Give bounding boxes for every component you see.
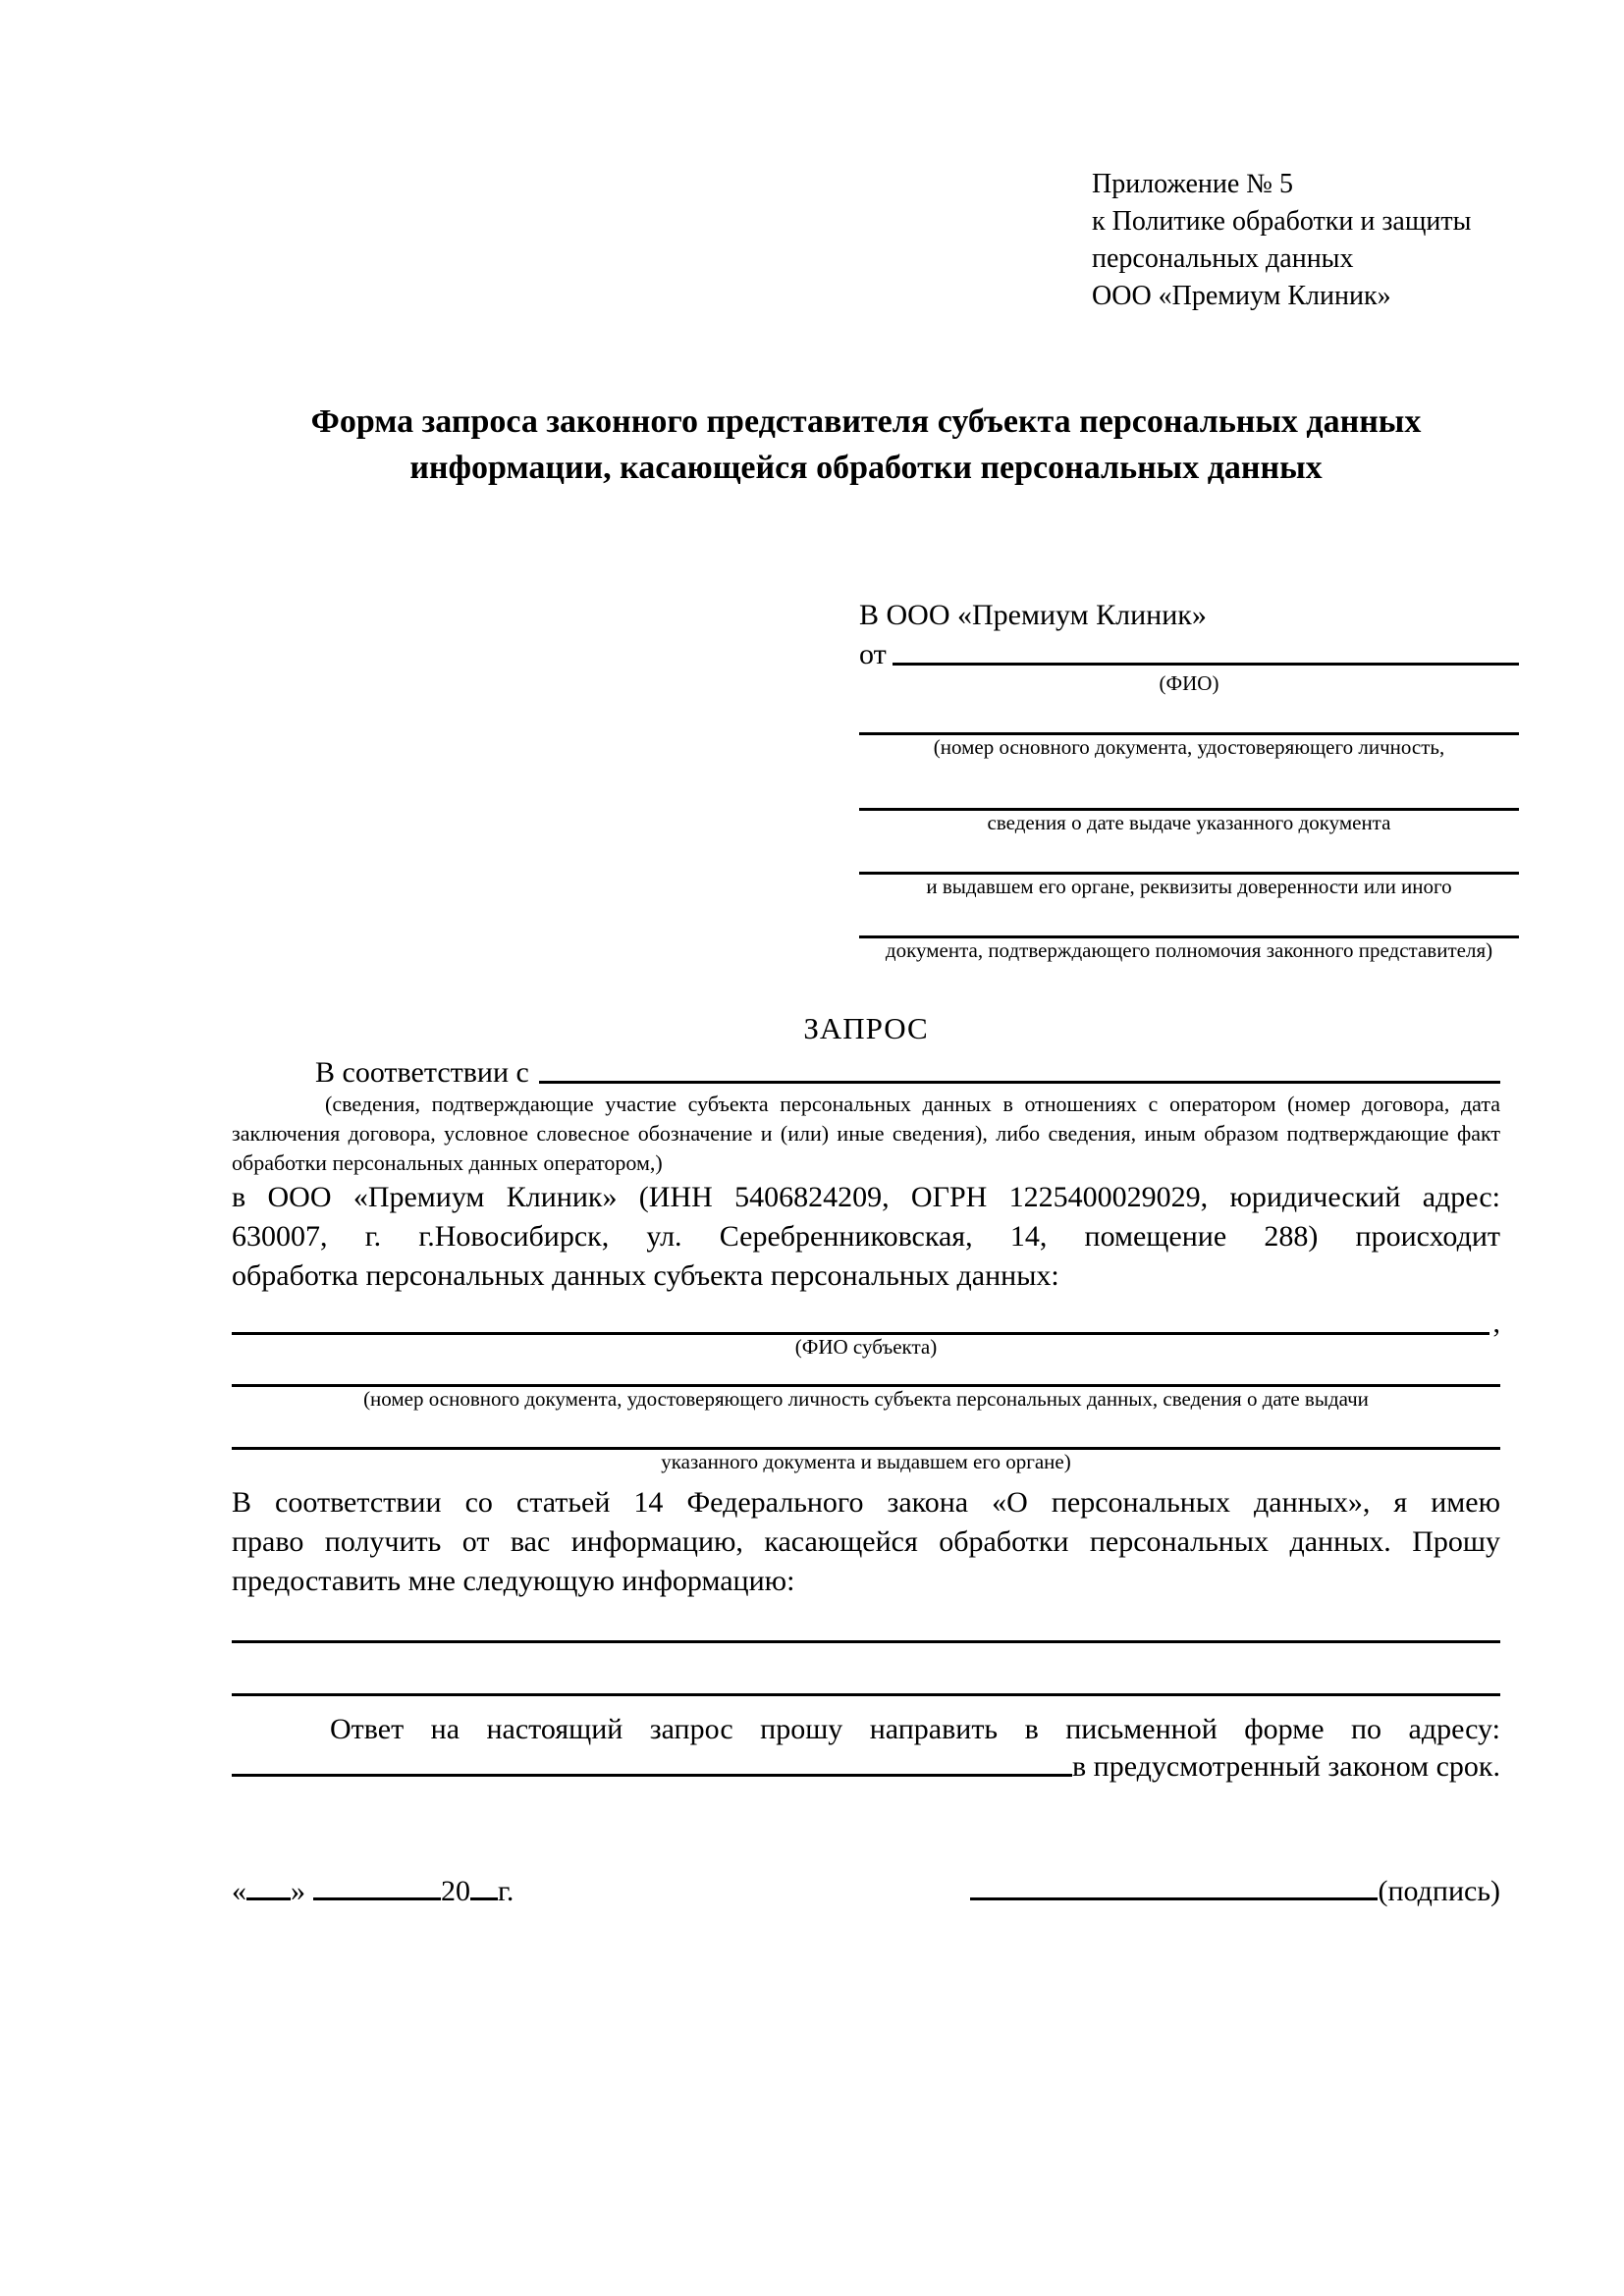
appendix-block — [1092, 166, 1500, 315]
law-paragraph-line-2: право получить от вас информацию, касающейся обработки персональных данных. Прошу — [232, 1525, 1500, 1558]
appendix-line-1: Приложение № 5 — [1092, 169, 1293, 199]
signature-field — [970, 1875, 1500, 1908]
subject-fio-caption: (ФИО субъекта) — [794, 1335, 938, 1359]
signature-caption: (подпись) — [1378, 1875, 1500, 1907]
subject-name-field — [232, 1307, 1500, 1339]
appendix-line-3: персональных данных — [1092, 243, 1354, 274]
document-title-line-1: Форма запроса законного представителя субъекта персональных данных — [310, 403, 1422, 440]
reply-address-blank-line — [232, 1774, 1072, 1777]
note-line-2: заключения договора, условное словесное обозначение и (или) иные сведения), либо сведения, иным образом подтверждающие факт — [232, 1121, 1500, 1146]
according-label: В соответствии с — [315, 1056, 529, 1089]
month-blank-line — [313, 1878, 441, 1900]
blank-line-subject-document-2 — [232, 1411, 1500, 1450]
reply-address-field — [232, 1749, 1500, 1785]
year-prefix: 20 — [441, 1875, 470, 1907]
blank-line-subject-document — [232, 1359, 1500, 1387]
from-field — [859, 634, 1519, 671]
trailing-comma: , — [1492, 1307, 1500, 1339]
law-paragraph-line-3: предоставить мне следующую информацию: — [232, 1565, 795, 1597]
law-paragraph-line-1: В соответствии со статьей 14 Федерального закона «О персональных данных», я имею — [232, 1486, 1500, 1519]
from-blank-line — [893, 663, 1519, 666]
blank-line-information-1 — [232, 1601, 1500, 1643]
signature-blank-line — [970, 1878, 1378, 1900]
year-suffix: г. — [498, 1875, 514, 1907]
request-heading: ЗАПРОС — [803, 1011, 929, 1045]
date-field — [232, 1875, 514, 1908]
operator-paragraph-line-3: обработка персональных данных субъекта персональных данных: — [232, 1259, 1059, 1292]
document-title-line-2: информации, касающейся обработки персональных данных — [409, 450, 1323, 486]
quote-close: » — [291, 1875, 305, 1907]
year-blank-line — [470, 1878, 498, 1900]
subject-document-caption-2: указанного документа и выдавшем его органе) — [661, 1450, 1071, 1473]
issuing-authority-caption: и выдавшем его органе, реквизиты доверенности или иного — [926, 875, 1452, 898]
note-line-1: (сведения, подтверждающие участие субъекта персональных данных в отношениях с оператором (номер договора, дата — [325, 1092, 1500, 1116]
blank-line-issue-date — [859, 759, 1519, 811]
blank-line-issuing-authority — [859, 834, 1519, 875]
subject-document-caption-1: (номер основного документа, удостоверяющего личность субъекта персональных данных, сведения о дате выдачи — [363, 1387, 1369, 1411]
blank-line-document-number — [859, 695, 1519, 735]
blank-line-information-2 — [232, 1643, 1500, 1696]
from-label: от — [859, 638, 887, 670]
operator-paragraph-line-2: 630007, г. г.Новосибирск, ул. Серебренниковская, 14, помещение 288) происходит — [232, 1220, 1500, 1253]
addressee-organization: В ООО «Премиум Клиник» — [859, 599, 1207, 631]
according-blank-line — [539, 1081, 1500, 1084]
note-line-3: обработки персональных данных оператором,) — [232, 1150, 663, 1175]
blank-line-power-of-attorney — [859, 898, 1519, 938]
power-of-attorney-caption: документа, подтверждающего полномочия законного представителя) — [885, 938, 1493, 962]
document-content — [232, 0, 1500, 1908]
appendix-line-4: ООО «Премиум Клиник» — [1092, 281, 1391, 311]
day-blank-line — [246, 1878, 291, 1900]
fio-caption: (ФИО) — [1159, 671, 1219, 695]
according-field — [232, 1050, 1500, 1090]
signature-row — [232, 1875, 1500, 1908]
reply-tail: в предусмотренный законом срок. — [1072, 1750, 1500, 1783]
quote-open: « — [232, 1875, 246, 1907]
appendix-line-2: к Политике обработки и защиты — [1092, 206, 1472, 237]
issue-date-caption: сведения о дате выдаче указанного документа — [987, 811, 1391, 834]
reply-paragraph: Ответ на настоящий запрос прошу направить в письменной форме по адресу: — [330, 1713, 1500, 1745]
document-title — [232, 399, 1500, 491]
addressee-block — [859, 597, 1519, 962]
operator-paragraph-line-1: в ООО «Премиум Клиник» (ИНН 5406824209, ОГРН 1225400029029, юридический адрес: — [232, 1181, 1500, 1213]
document-number-caption: (номер основного документа, удостоверяющего личность, — [933, 735, 1445, 759]
